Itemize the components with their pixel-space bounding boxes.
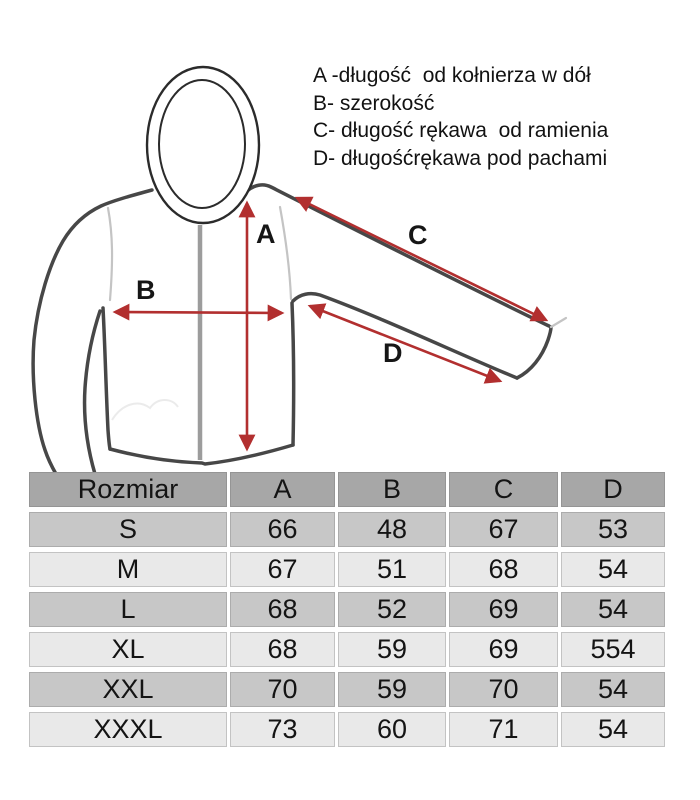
table-cell-value: 59 <box>338 672 446 707</box>
table-header-cell: A <box>230 472 335 507</box>
table-cell-value: 52 <box>338 592 446 627</box>
table-cell-value: 73 <box>230 712 335 747</box>
table-header-cell: B <box>338 472 446 507</box>
table-row-size: XL <box>29 632 227 667</box>
table-cell-value: 54 <box>561 552 665 587</box>
dimension-label-a: A <box>256 219 276 249</box>
size-table <box>29 472 665 747</box>
table-cell-value: 67 <box>449 512 558 547</box>
table-header-cell: C <box>449 472 558 507</box>
measure-arrow-d <box>310 306 500 381</box>
table-cell-value: 69 <box>449 632 558 667</box>
dimension-label-d: D <box>383 338 403 368</box>
table-cell-value: 68 <box>230 632 335 667</box>
table-cell-value: 54 <box>561 672 665 707</box>
table-cell-value: 54 <box>561 712 665 747</box>
table-cell-value: 48 <box>338 512 446 547</box>
table-cell-value: 53 <box>561 512 665 547</box>
legend-line-a: A -długość od kołnierza w dół <box>313 64 591 87</box>
table-row-size: S <box>29 512 227 547</box>
table-cell-value: 68 <box>449 552 558 587</box>
table-cell-value: 60 <box>338 712 446 747</box>
table-cell-value: 68 <box>230 592 335 627</box>
measurement-legend <box>313 62 608 172</box>
table-cell-value: 67 <box>230 552 335 587</box>
legend-line-d: D- długośćrękawa pod pachami <box>313 146 608 170</box>
table-header-cell: D <box>561 472 665 507</box>
legend-line-c: C- długość rękawa od ramienia <box>313 119 609 142</box>
table-cell-value: 59 <box>338 632 446 667</box>
table-cell-value: 69 <box>449 592 558 627</box>
table-cell-value: 71 <box>449 712 558 747</box>
dimension-label-c: C <box>408 220 428 250</box>
legend-line-b: B- szerokość <box>313 91 435 115</box>
measurement-arrows <box>115 198 546 449</box>
seam-lines <box>108 207 566 327</box>
table-cell-value: 66 <box>230 512 335 547</box>
table-row-size: XXXL <box>29 712 227 747</box>
table-row-size: M <box>29 552 227 587</box>
table-cell-value: 70 <box>230 672 335 707</box>
table-row-size: L <box>29 592 227 627</box>
table-cell-value: 54 <box>561 592 665 627</box>
table-row-size: XXL <box>29 672 227 707</box>
table-cell-value: 51 <box>338 552 446 587</box>
dimension-label-b: B <box>136 275 156 305</box>
table-cell-value: 70 <box>449 672 558 707</box>
hood-outline <box>147 67 259 223</box>
measure-arrow-b <box>115 312 282 313</box>
faint-logo-sketch <box>112 400 178 420</box>
table-cell-value: 554 <box>561 632 665 667</box>
table-header-cell: Rozmiar <box>29 472 227 507</box>
